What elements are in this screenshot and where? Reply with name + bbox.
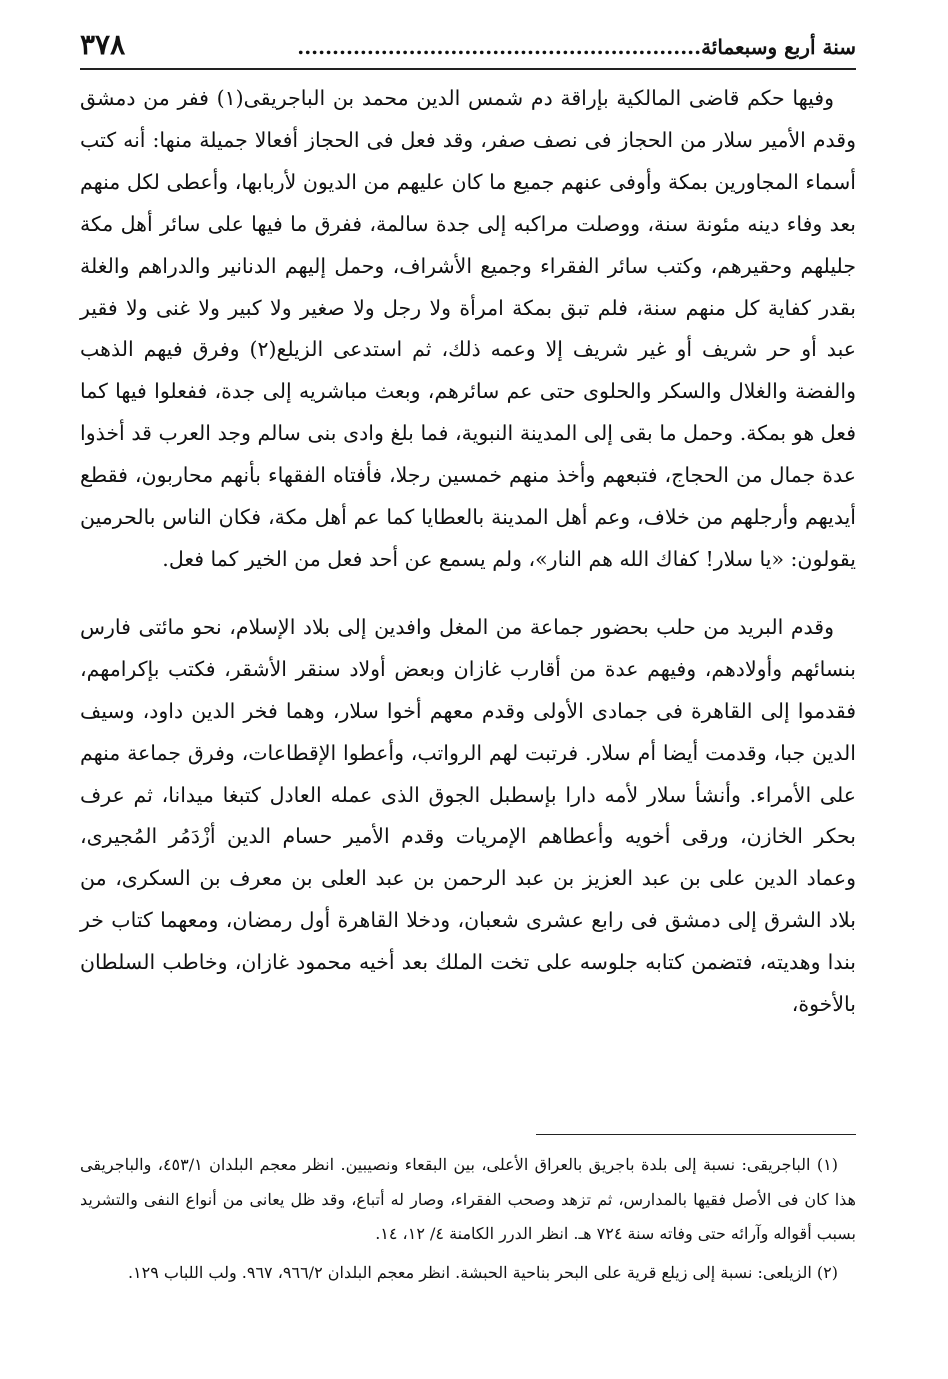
main-text xyxy=(80,78,856,1026)
footnote-divider xyxy=(536,1134,856,1135)
paragraph-2: وقدم البريد من حلب بحضور جماعة من المغل وافدين إلى بلاد الإسلام، نحو مائتى فارس بنسائهم وأولادهم، وفيهم عدة من أقارب غازان وبعض أولاد سنقر الأشقر، فكتب بإكرامهم، فقدموا إلى القاهرة فى جمادى الأولى وقدم معهم أخوا سلار، وهما فخر الدين داود، وسيف الدين جبا، وقدمت أيضا أم سلار. فرتبت لهم الرواتب، وأعطوا الإقطاعات، وفرق جماعة منهم على الأمراء. وأنشأ سلار لأمه دارا بإسطبل الجوق الذى عمله العادل كتبغا ميدانا، ثم عرف بحكر الخازن، ورقى أخويه وأعطاهم الإمريات وقدم الأمير حسام الدين أزْدَمُر المُجيرى، وعماد الدين على بن عبد العزيز بن عبد الرحمن بن عبد العلى بن معرف بن السكرى، من بلاد الشرق إلى دمشق فى رابع عشرى شعبان، ودخلا القاهرة أول رمضان، ومعهما كتاب خر بندا وهديته، فتضمن كتابه جلوسه على تخت الملك بعد أخيه محمود غازان، وخاطب السلطان بالأخوة، xyxy=(80,614,857,1017)
footnote-1: (١) الباجريقى: نسبة إلى بلدة باجريق بالعراق الأعلى، بين البقعاء ونصيبين. انظر معجم البلدان ٤٥٣/١، والباجريقى هذا كان فى الأصل فقيها بالمدارس، ثم تزهد وصحب الفقراء، وصار له أتباع، وقد ظل يعانى من أنواع النفى والتشريد بسبب أقواله وآرائه حتى وفاته سنة ٧٢٤ هـ. انظر الدرر الكامنة ٤/ ١٢، ١٤. xyxy=(80,1155,856,1243)
footnote-2: (٢) الزيلعى: نسبة إلى زيلع قرية على البحر بناحية الحبشة. انظر معجم البلدان ٩٦٦/٢، ٩٦٧. ولب اللباب ١٢٩. xyxy=(127,1262,838,1282)
page-header xyxy=(80,28,856,70)
paragraph-1: وفيها حكم قاضى المالكية بإراقة دم شمس الدين محمد بن الباجريقى(١) ففر من دمشق وقدم الأمير سلار من الحجاز فى نصف صفر، وقد فعل فى الحجاز أفعالا جميلة منها: أنه كتب أسماء المجاورين بمكة وأوفى عنهم جميع ما كان عليهم من الديون لأربابها، وأعطى لكل منهم بعد وفاء دينه مئونة سنة، ووصلت مراكبه إلى جدة سالمة، ففرق ما فيها على سائر أهل مكة جليلهم وحقيرهم، وكتب سائر الفقراء وجميع الأشراف، وحمل إليهم الدنانير والدراهم والغلة بقدر كفاية كل منهم سنة، فلم تبق بمكة امرأة ولا رجل ولا صغير ولا كبير ولا غنى ولا فقير عبد أو حر شريف أو غير شريف إلا وعمه ذلك، ثم استدعى الزيلع(٢) وفرق فيهم الذهب والفضة والغلال والسكر والحلوى حتى عم سائرهم، وبعث مباشريه إلى جدة، ففعلوا فيها كما فعل هو بمكة. وحمل ما بقى إلى المدينة النبوية، فما بلغ وادى بنى سالم وجد العرب قد أخذوا عدة جمال من الحجاج، فتبعهم وأخذ منهم خمسين رجلا، فأفتاه الفقهاء بأنهم محاربون، فقطع أيديهم وأرجلهم من خلاف، وعم أهل المدينة بالعطايا كما عم أهل مكة، فكان الناس بالحرمين يقولون: «يا سلار! كفاك الله هم النار»، ولم يسمع عن أحد فعل من الخير كما فعل. xyxy=(80,86,856,571)
running-title: سنة أربع وسبعمائة.......................................................... xyxy=(297,35,856,59)
footnotes xyxy=(80,1148,856,1290)
page-number: ٣٧٨ xyxy=(80,28,126,61)
